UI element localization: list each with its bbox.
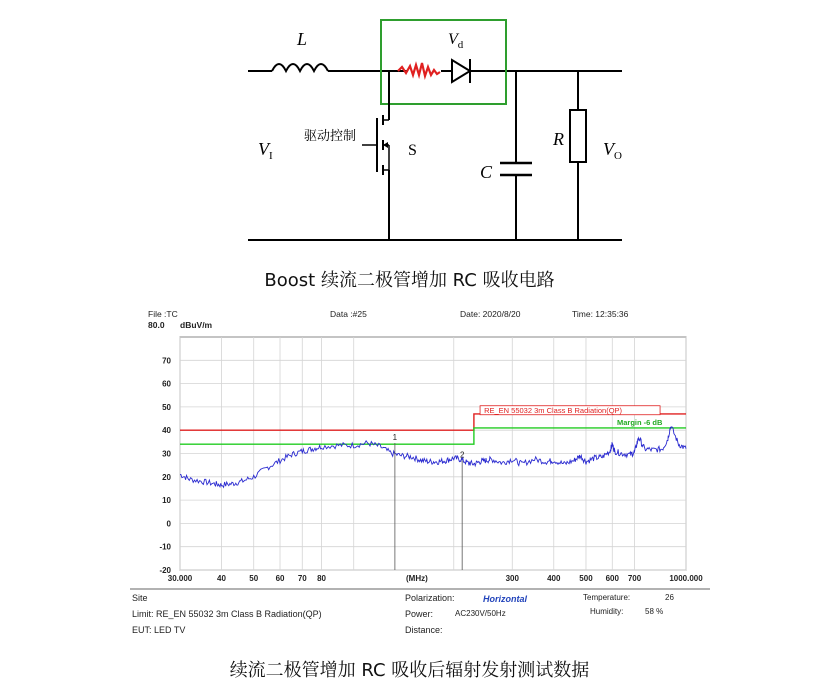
- humidity-value: 58 %: [645, 607, 664, 616]
- y-tick-label: 0: [166, 519, 171, 529]
- polarization-label: Polarization:: [405, 593, 455, 603]
- temperature-value: 26: [665, 593, 674, 602]
- header-date: Date: 2020/8/20: [460, 309, 521, 319]
- humidity-label: Humidity:: [590, 607, 624, 616]
- input-voltage-label: $V_I$: [258, 139, 273, 162]
- header-time: Time: 12:35:36: [572, 309, 629, 319]
- limit-line-label: RE_EN 55032 3m Class B Radiation(QP): [484, 406, 623, 416]
- diode-highlight-box: [381, 20, 506, 104]
- marker-label: 2: [459, 450, 465, 460]
- boost-circuit-schematic: [0, 0, 819, 260]
- x-tick-label: 80: [317, 574, 326, 583]
- x-tick-label: 50: [249, 574, 259, 583]
- diode-triangle: [452, 60, 470, 82]
- diode-voltage-label: $V_d$: [448, 31, 464, 51]
- chart-caption: 续流二极管增加 RC 吸收后辐射发射测试数据: [229, 660, 590, 681]
- header-file: File :TC: [148, 309, 178, 319]
- x-tick-label: 600: [605, 574, 619, 583]
- emission-chart: [130, 300, 710, 645]
- y-tick-label: 60: [162, 379, 171, 389]
- x-tick-label: (MHz): [406, 574, 428, 583]
- x-tick-label: 70: [297, 574, 307, 583]
- y-tick-label: 30: [162, 449, 171, 459]
- y-tick-label: -20: [159, 566, 171, 575]
- x-tick-label: 400: [547, 574, 561, 583]
- x-tick-label: 40: [217, 574, 226, 583]
- polarization-value: Horizontal: [483, 594, 527, 604]
- y-unit: dBuV/m: [180, 320, 213, 330]
- resistor-body: [570, 110, 586, 162]
- footer-limit: Limit: RE_EN 55032 3m Class B Radiation(QP): [132, 609, 322, 619]
- schematic-caption: Boost 续流二极管增加 RC 吸收电路: [264, 270, 555, 291]
- power-value: AC230V/50Hz: [455, 609, 506, 618]
- output-voltage-label: $V_O$: [603, 139, 622, 162]
- x-tick-label: 30.000: [167, 574, 193, 583]
- power-label: Power:: [405, 609, 434, 619]
- distance-label: Distance:: [405, 625, 443, 635]
- marker-label: 1: [392, 433, 398, 443]
- inductor-label: L: [297, 29, 308, 49]
- x-tick-label: 700: [627, 574, 642, 583]
- drive-control-label: 驱动控制: [304, 129, 357, 144]
- switch-label: S: [408, 142, 417, 159]
- inductor-coil: [272, 64, 328, 71]
- emission-test-report: [130, 300, 710, 645]
- y-tick-label: 20: [162, 472, 171, 482]
- y-top-value: 80.0: [148, 320, 165, 330]
- temperature-label: Temperature:: [583, 593, 631, 602]
- capacitor-label: C: [480, 162, 493, 182]
- margin-line-label: Margin -6 dB: [617, 417, 663, 427]
- resistor-label: R: [553, 129, 564, 149]
- y-tick-label: 70: [162, 356, 171, 366]
- x-tick-label: 300: [505, 574, 519, 583]
- x-tick-label: 500: [579, 574, 593, 583]
- footer-site: Site: [132, 593, 148, 603]
- y-tick-label: -10: [159, 542, 171, 552]
- y-tick-label: 10: [162, 496, 171, 506]
- header-data: Data :#25: [330, 309, 367, 319]
- footer-eut: EUT: LED TV: [132, 625, 186, 635]
- ringing-waveform: [398, 63, 440, 76]
- x-tick-label: 60: [275, 574, 285, 583]
- x-tick-label: 1000.000: [669, 574, 703, 583]
- y-tick-label: 40: [162, 426, 171, 436]
- y-tick-label: 50: [162, 402, 171, 412]
